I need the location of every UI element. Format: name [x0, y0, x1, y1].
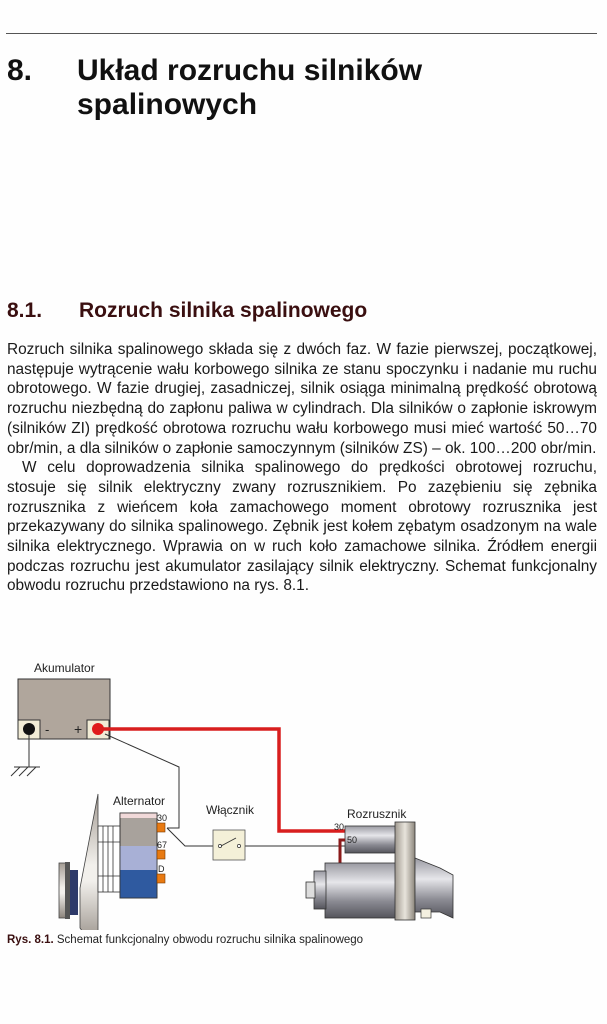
- circuit-diagram: [0, 650, 607, 930]
- chapter-title: Układ rozruchu silników spalinowych: [77, 54, 423, 121]
- figure-starting-circuit: [0, 650, 607, 930]
- section-number: 8.1.: [7, 299, 43, 322]
- paragraph: Rozruch silnika spalinowego składa się z dwóch faz. W fazie pierwszej, początkowej, następuje wytrącenie wału korbowego silnika ze stanu spoczynku i nadanie mu ruchu obrotowego. W fazie drugiej, zasadniczej, silnik osiąga minimalną prędkość obrotową rozruchu niezbędną do zapłonu paliwa w cylindrach. Dla silników o zapłonie iskrowym (silników ZI) prędkość obrotowa rozruchu wału korbowego musi mieć wartość 50…70 obr/min, a dla silników o zapłonie samoczynnym (silników ZS) – ok. 100…200 obr/min.: [7, 341, 597, 457]
- starter-terminal-30-label: 30: [334, 822, 345, 832]
- body-text: [7, 340, 597, 596]
- ignition-switch: [213, 830, 245, 860]
- alternator-label: Alternator: [113, 794, 166, 808]
- starter-label: Rozrusznik: [347, 807, 407, 821]
- plus-sign: +: [74, 721, 83, 737]
- starter-motor: [306, 822, 453, 920]
- alternator-pulley-cone: [80, 794, 98, 930]
- alternator-terminal-30-label: 30: [157, 813, 168, 823]
- figure-caption-text: Schemat funkcjonalny obwodu rozruchu silnika spalinowego: [56, 934, 364, 946]
- alternator-terminal-d-label: D: [158, 864, 165, 874]
- figure-caption: [7, 934, 363, 946]
- minus-sign: -: [45, 722, 50, 737]
- alternator-terminal-d: [157, 874, 165, 883]
- alternator-terminal-30: [157, 823, 165, 832]
- header-rule: [6, 33, 597, 34]
- battery: [18, 679, 110, 739]
- ground-icon: [11, 735, 40, 776]
- starter-terminal-50-label: 50: [347, 835, 358, 845]
- alternator: [59, 794, 168, 930]
- alternator-terminal-67: [157, 850, 165, 859]
- section-heading: [7, 299, 367, 323]
- paragraph: W celu doprowadzenia silnika spalinowego do prędkości obrotowej rozruchu, stosuje się silnik elektryczny zwany rozrusznikiem. Po zazębieniu się zębnika rozrusznika z wieńcem koła zamachowego moment obrotowy rozrusznika jest przekazywany do silnika spalinowego. Zębnik jest kołem zębatym osadzonym na wale silnika elektrycznego. Wprawia on w ruch koło zamachowe silnika. Źródłem energii podczas rozruchu jest akumulator zasilający silnik elektryczny. Schemat funkcjonalny obwodu rozruchu przedstawiono na rys. 8.1.: [7, 459, 597, 595]
- switch-label: Włącznik: [206, 803, 255, 817]
- section-title: Rozruch silnika spalinowego: [79, 299, 368, 322]
- figure-caption-label: Rys. 8.1.: [7, 934, 54, 946]
- chapter-number: 8.: [7, 54, 33, 87]
- battery-label: Akumulator: [34, 661, 95, 675]
- switch-wire-in: [167, 828, 213, 846]
- negative-post-icon: [23, 723, 35, 735]
- alternator-terminal-67-label: 67: [157, 840, 168, 850]
